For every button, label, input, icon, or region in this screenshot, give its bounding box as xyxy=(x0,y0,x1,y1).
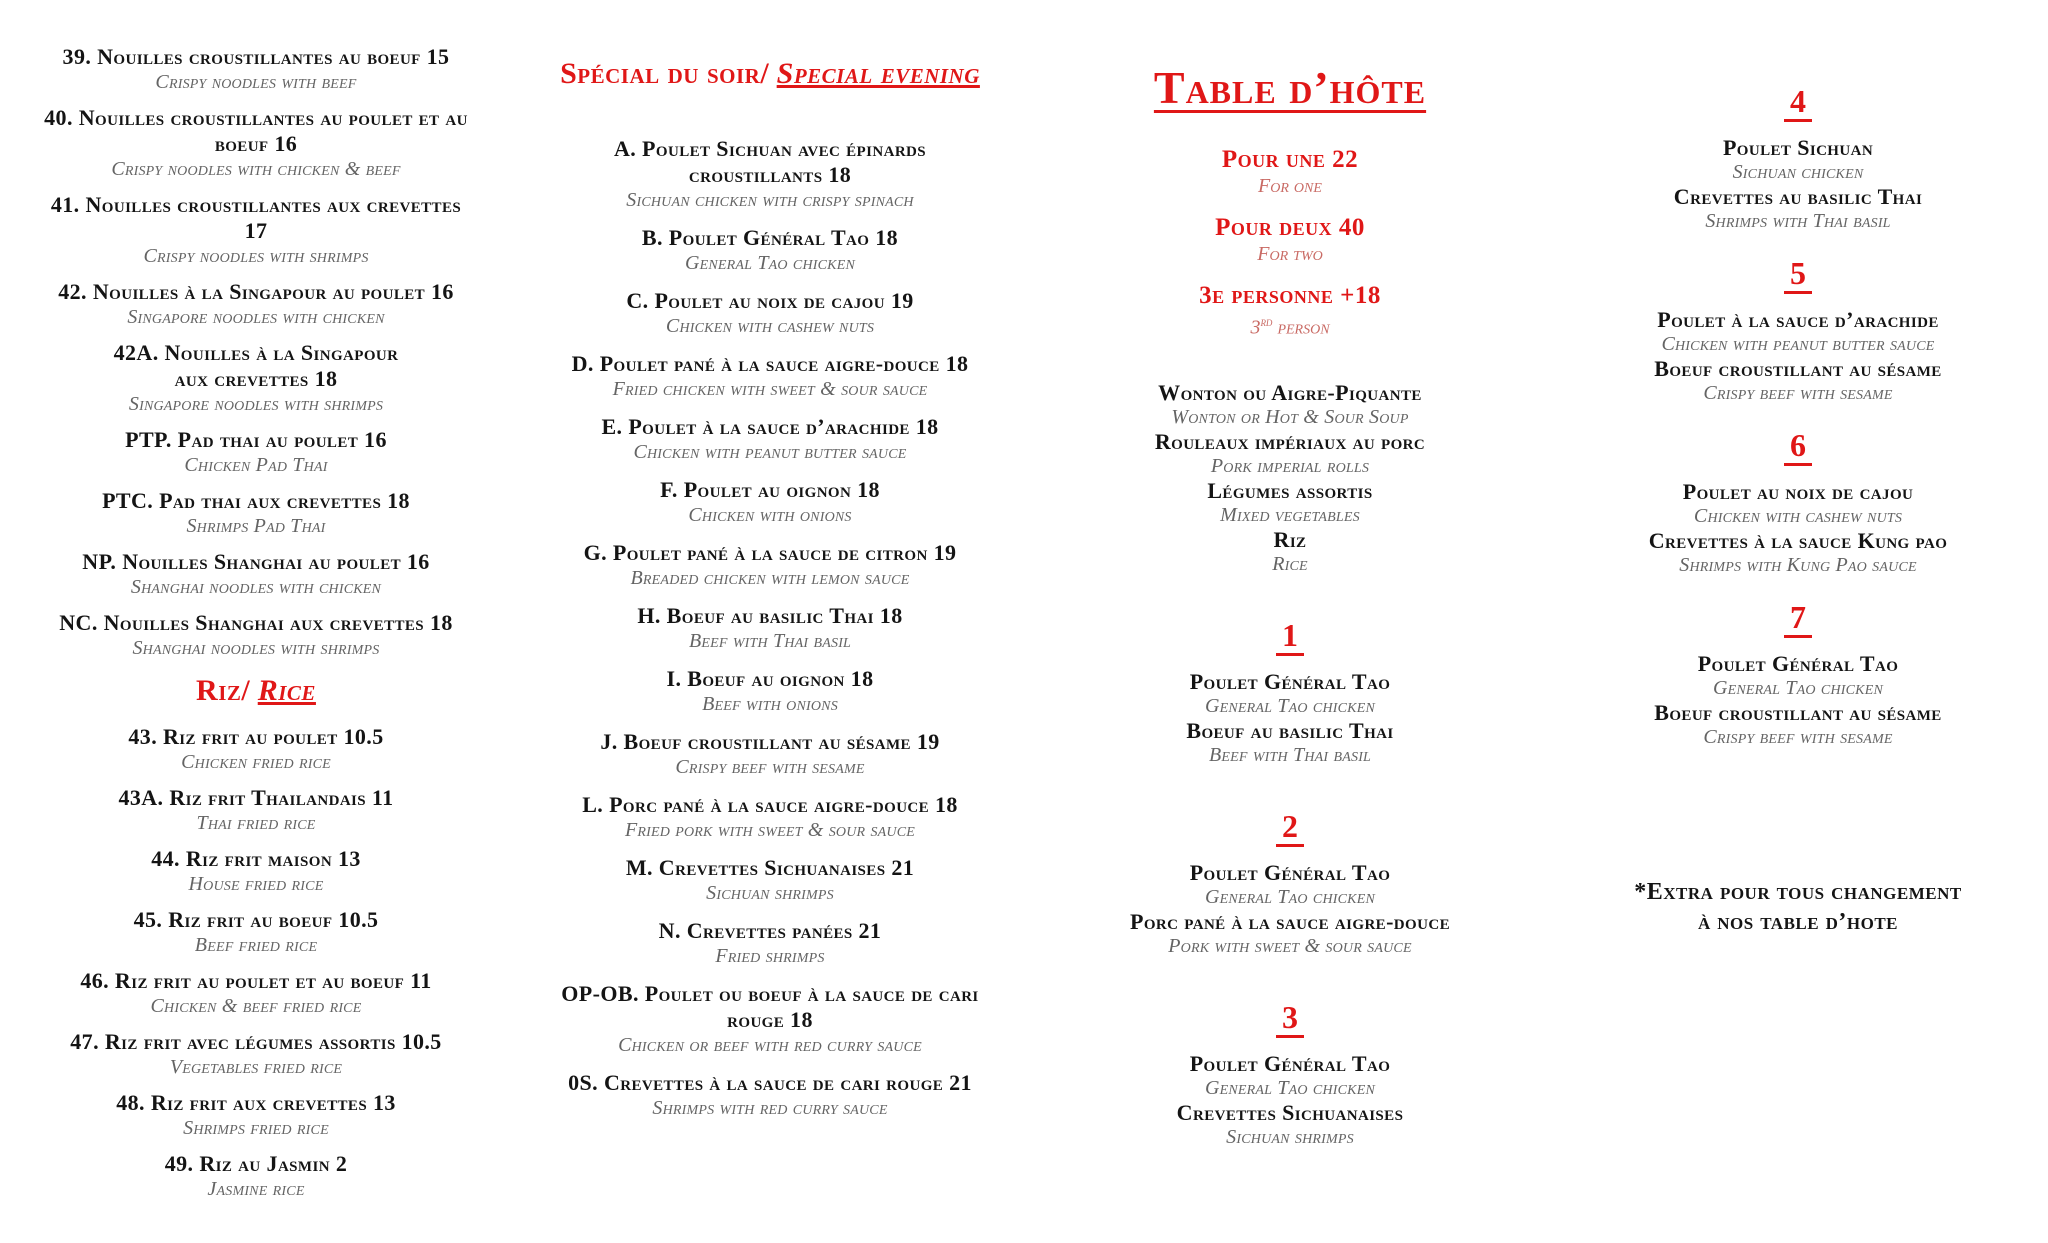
menu-item xyxy=(518,136,1022,212)
menu-item xyxy=(10,279,502,329)
item-name-fr: C. Poulet au noix de cajou 19 xyxy=(626,288,914,313)
combo-dish xyxy=(1552,307,2044,356)
item-name-en: Thai fried rice xyxy=(196,812,316,834)
menu-item xyxy=(518,729,1022,779)
dish-name-en: Wonton or Hot & Sour Soup xyxy=(1171,405,1409,428)
item-name-fr: D. Poulet pané à la sauce aigre-douce 18 xyxy=(571,351,969,376)
combo-dish xyxy=(1040,669,1540,718)
item-name-fr: 43A. Riz frit Thailandais 11 xyxy=(118,785,394,810)
combo-number-wrap xyxy=(1040,1000,1540,1038)
included-course xyxy=(1040,527,1540,576)
menu-item xyxy=(518,414,1022,464)
rice-header-en: Rice xyxy=(257,674,316,707)
item-name-fr: 41. Nouilles croustillantes aux crevettes xyxy=(50,192,462,217)
noodles-list xyxy=(10,44,502,660)
item-name-fr-line2: boeuf 16 xyxy=(214,131,298,156)
pricing-en: For one xyxy=(1258,175,1322,197)
item-name-fr: F. Poulet au oignon 18 xyxy=(660,477,880,502)
menu-item xyxy=(10,340,502,416)
item-name-en: House fried rice xyxy=(188,873,324,895)
item-name-en: Breaded chicken with lemon sauce xyxy=(630,567,910,589)
combo-section xyxy=(1552,256,2044,405)
dish-name-fr: Crevettes à la sauce Kung pao xyxy=(1648,528,1948,553)
menu-item xyxy=(518,855,1022,905)
item-name-fr: 42. Nouilles à la Singapour au poulet 16 xyxy=(58,279,454,304)
table-dhote-column xyxy=(1040,62,1540,1149)
pricing-en-base: 3 xyxy=(1250,316,1261,339)
dish-name-en: Crispy beef with sesame xyxy=(1703,726,1893,748)
item-name-en: Chicken with peanut butter sauce xyxy=(633,441,907,463)
pricing-fr: Pour deux 40 xyxy=(1215,214,1365,241)
dish-name-fr: Riz xyxy=(1273,526,1307,552)
pricing-fr: 3e personne +18 xyxy=(1199,282,1381,309)
item-name-fr-line2: rouge 18 xyxy=(727,1007,813,1032)
combo-dish xyxy=(1552,135,2044,184)
menu-item xyxy=(10,968,502,1018)
dish-name-en: General Tao chicken xyxy=(1712,677,1884,699)
included-courses-list xyxy=(1040,380,1540,576)
dish-name-fr: Boeuf au basilic Thai xyxy=(1186,717,1394,743)
special-header-fr: Spécial du soir/ xyxy=(560,57,770,90)
item-name-en: Singapore noodles with shrimps xyxy=(128,393,384,415)
item-name-en: Fried shrimps xyxy=(715,945,825,967)
item-name-en: Shrimps fried rice xyxy=(183,1117,329,1139)
combo-dishes xyxy=(1040,1051,1540,1149)
combo-dishes xyxy=(1040,669,1540,767)
menu-item xyxy=(518,1070,1022,1120)
item-name-fr: I. Boeuf au oignon 18 xyxy=(666,666,874,691)
dish-name-fr: Wonton ou Aigre-Piquante xyxy=(1158,379,1422,405)
dish-name-fr: Crevettes Sichuanaises xyxy=(1176,1099,1404,1125)
dish-name-en: Beef with Thai basil xyxy=(1208,743,1372,766)
item-name-fr: 44. Riz frit maison 13 xyxy=(151,846,361,871)
item-name-fr: J. Boeuf croustillant au sésame 19 xyxy=(600,729,940,754)
item-name-fr: E. Poulet à la sauce d’arachide 18 xyxy=(601,414,939,439)
combo-number: 2 xyxy=(1276,809,1304,847)
menu-item xyxy=(518,540,1022,590)
item-name-en: Chicken & beef fried rice xyxy=(150,995,362,1017)
rice-section-header xyxy=(10,674,502,708)
pricing-row-one xyxy=(1040,146,1540,198)
item-name-fr: 45. Riz frit au boeuf 10.5 xyxy=(133,907,379,932)
item-name-en: Beef fried rice xyxy=(194,934,318,956)
dish-name-en: General Tao chicken xyxy=(1204,694,1376,717)
combo-section xyxy=(1040,618,1540,767)
extra-charge-note xyxy=(1552,877,2044,937)
menu-item xyxy=(10,427,502,477)
combo-number: 4 xyxy=(1784,84,1812,122)
combo-dishes xyxy=(1552,651,2044,749)
pricing-fr: Pour une 22 xyxy=(1221,146,1359,173)
dish-name-en: Sichuan chicken xyxy=(1732,161,1864,183)
menu-item xyxy=(518,792,1022,842)
combo-number: 6 xyxy=(1784,428,1812,466)
dish-name-en: General Tao chicken xyxy=(1204,885,1376,908)
dish-name-en: Pork with sweet & sour sauce xyxy=(1168,934,1412,957)
item-name-en: General Tao chicken xyxy=(684,252,856,274)
item-name-en: Chicken with cashew nuts xyxy=(665,315,875,337)
combo-dish xyxy=(1552,651,2044,700)
item-name-en: Jasmine rice xyxy=(207,1178,305,1200)
dish-name-en: Shrimps with Kung Pao sauce xyxy=(1679,554,1917,576)
item-name-fr: PTP. Pad thai au poulet 16 xyxy=(125,427,387,452)
menu-item xyxy=(518,603,1022,653)
dish-name-fr: Poulet Général Tao xyxy=(1189,1050,1391,1076)
item-name-fr: L. Porc pané à la sauce aigre-douce 18 xyxy=(582,792,958,817)
table-dhote-title: Table d’hôte xyxy=(1153,62,1427,113)
menu-item xyxy=(10,549,502,599)
menu-item xyxy=(10,610,502,660)
menu-item xyxy=(10,488,502,538)
item-name-en: Crispy noodles with beef xyxy=(155,71,357,93)
special-evening-column xyxy=(518,56,1022,1133)
item-name-en: Beef with Thai basil xyxy=(688,630,852,652)
note-line-1: *Extra pour tous changement xyxy=(1634,879,1962,905)
combo-number-wrap xyxy=(1040,809,1540,847)
dish-name-en: Crispy beef with sesame xyxy=(1703,382,1893,404)
combo-number-wrap xyxy=(1552,428,2044,466)
combo-dish xyxy=(1040,1100,1540,1149)
included-course xyxy=(1040,429,1540,478)
item-name-en: Crispy noodles with shrimps xyxy=(143,245,369,267)
dish-name-en: Chicken with cashew nuts xyxy=(1693,505,1903,527)
dish-name-fr: Poulet Général Tao xyxy=(1189,859,1391,885)
included-course xyxy=(1040,478,1540,527)
special-header-en: Special evening xyxy=(776,57,980,90)
combo-number-wrap xyxy=(1552,256,2044,294)
special-header xyxy=(518,56,1022,92)
combo-dishes xyxy=(1040,860,1540,958)
note-line-2: à nos table d’hote xyxy=(1698,909,1898,935)
combo-number-wrap xyxy=(1552,84,2044,122)
item-name-en: Sichuan shrimps xyxy=(706,882,834,904)
item-name-fr: H. Boeuf au basilic Thai 18 xyxy=(637,603,903,628)
item-name-fr: NC. Nouilles Shanghai aux crevettes 18 xyxy=(59,610,453,635)
rice-list xyxy=(10,724,502,1201)
combo-section xyxy=(1040,809,1540,958)
dish-name-fr: Poulet Sichuan xyxy=(1722,135,1874,160)
combo-dish xyxy=(1552,184,2044,233)
item-name-en: Beef with onions xyxy=(702,693,838,715)
dish-name-fr: Poulet au noix de cajou xyxy=(1682,479,1914,504)
item-name-en: Shanghai noodles with shrimps xyxy=(132,637,380,659)
combo-number-wrap xyxy=(1552,600,2044,638)
dish-name-en: Shrimps with Thai basil xyxy=(1705,210,1891,232)
combo-dish xyxy=(1552,528,2044,577)
combo-dish xyxy=(1552,700,2044,749)
pricing-en: For two xyxy=(1257,243,1323,265)
item-name-en: Fried chicken with sweet & sour sauce xyxy=(612,378,928,400)
combo-dish xyxy=(1040,1051,1540,1100)
combo-dishes xyxy=(1552,135,2044,233)
combo-number: 3 xyxy=(1276,1000,1304,1038)
item-name-fr: 42A. Nouilles à la Singapour xyxy=(113,340,399,365)
dish-name-fr: Boeuf croustillant au sésame xyxy=(1654,700,1942,725)
combo-section xyxy=(1552,600,2044,749)
item-name-fr: M. Crevettes Sichuanaises 21 xyxy=(625,855,915,880)
dish-name-fr: Poulet Général Tao xyxy=(1189,668,1391,694)
pricing-en xyxy=(1040,310,1540,340)
menu-item xyxy=(10,785,502,835)
item-name-en: Chicken or beef with red curry sauce xyxy=(618,1034,922,1056)
combo-number: 7 xyxy=(1784,600,1812,638)
item-name-fr-line2: 17 xyxy=(244,218,268,243)
combo-dish xyxy=(1040,860,1540,909)
item-name-fr-line2: croustillants 18 xyxy=(688,162,852,187)
dish-name-fr: Boeuf croustillant au sésame xyxy=(1654,356,1942,381)
menu-item xyxy=(10,192,502,268)
item-name-en: Shanghai noodles with chicken xyxy=(130,576,382,598)
menu-item xyxy=(518,225,1022,275)
menu-item xyxy=(518,351,1022,401)
dish-name-fr: Porc pané à la sauce aigre-douce xyxy=(1130,908,1450,934)
item-name-fr: N. Crevettes panées 21 xyxy=(658,918,882,943)
combo-number: 1 xyxy=(1276,618,1304,656)
menu-item xyxy=(10,724,502,774)
dish-name-en: Sichuan shrimps xyxy=(1226,1125,1354,1148)
item-name-fr: B. Poulet Général Tao 18 xyxy=(641,225,899,250)
menu-item xyxy=(518,981,1022,1057)
item-name-fr: 43. Riz frit au poulet 10.5 xyxy=(128,724,384,749)
pricing-en-rest: person xyxy=(1272,316,1330,339)
item-name-fr: 46. Riz frit au poulet et au boeuf 11 xyxy=(80,968,432,993)
item-name-fr: 49. Riz au Jasmin 2 xyxy=(164,1151,348,1176)
item-name-en: Crispy beef with sesame xyxy=(675,756,865,778)
menu-item xyxy=(10,907,502,957)
dish-name-fr: Rouleaux impériaux au porc xyxy=(1154,428,1426,454)
item-name-en: Crispy noodles with chicken & beef xyxy=(111,158,401,180)
combo-number: 5 xyxy=(1784,256,1812,294)
included-course xyxy=(1040,380,1540,429)
item-name-en: Chicken with onions xyxy=(688,504,852,526)
item-name-fr: 39. Nouilles croustillantes au boeuf 15 xyxy=(62,44,450,69)
combo-section xyxy=(1552,84,2044,233)
dish-name-en: Chicken with peanut butter sauce xyxy=(1661,333,1935,355)
special-list xyxy=(518,136,1022,1120)
combo-number-wrap xyxy=(1040,618,1540,656)
rice-header-fr: Riz/ xyxy=(196,674,251,707)
combo-dish xyxy=(1552,356,2044,405)
menu-item xyxy=(10,1029,502,1079)
combo-dishes xyxy=(1552,479,2044,577)
combo-dish xyxy=(1040,909,1540,958)
combo-dishes xyxy=(1552,307,2044,405)
noodles-rice-column xyxy=(10,44,502,1212)
item-name-en: Fried pork with sweet & sour sauce xyxy=(624,819,916,841)
item-name-fr: OP-OB. Poulet ou boeuf à la sauce de cari xyxy=(561,981,979,1006)
item-name-en: Chicken fried rice xyxy=(181,751,331,773)
dish-name-fr: Poulet Général Tao xyxy=(1697,651,1899,676)
combos-list-right xyxy=(1552,84,2044,749)
pricing-row-three xyxy=(1040,282,1540,340)
menu-item xyxy=(518,666,1022,716)
item-name-en: Chicken Pad Thai xyxy=(184,454,328,476)
dish-name-fr: Crevettes au basilic Thai xyxy=(1673,184,1923,209)
combos-list-left xyxy=(1040,618,1540,1149)
combo-dish xyxy=(1040,718,1540,767)
item-name-en: Shrimps Pad Thai xyxy=(186,515,326,537)
menu-item xyxy=(10,1090,502,1140)
combo-section xyxy=(1040,1000,1540,1149)
combos-right-column xyxy=(1552,84,2044,937)
item-name-fr: PTC. Pad thai aux crevettes 18 xyxy=(102,488,410,513)
dish-name-en: General Tao chicken xyxy=(1204,1076,1376,1099)
item-name-en: Sichuan chicken with crispy spinach xyxy=(626,189,914,211)
item-name-fr: A. Poulet Sichuan avec épinards xyxy=(613,136,927,161)
pricing-row-two xyxy=(1040,214,1540,266)
item-name-en: Singapore noodles with chicken xyxy=(127,306,385,328)
dish-name-en: Pork imperial rolls xyxy=(1210,454,1370,477)
menu-item xyxy=(518,918,1022,968)
dish-name-en: Mixed vegetables xyxy=(1220,503,1360,526)
item-name-fr: 0S. Crevettes à la sauce de cari rouge 21 xyxy=(568,1070,972,1095)
menu-item xyxy=(518,477,1022,527)
menu-item xyxy=(10,44,502,94)
pricing-en-sup: rd xyxy=(1260,315,1273,329)
item-name-fr: NP. Nouilles Shanghai au poulet 16 xyxy=(82,549,430,574)
menu-item xyxy=(10,846,502,896)
item-name-en: Vegetables fried rice xyxy=(169,1056,343,1078)
item-name-fr: G. Poulet pané à la sauce de citron 19 xyxy=(583,540,957,565)
item-name-fr: 47. Riz frit avec légumes assortis 10.5 xyxy=(70,1029,442,1054)
dish-name-fr: Poulet à la sauce d’arachide xyxy=(1657,307,1939,332)
item-name-fr-line2: aux crevettes 18 xyxy=(174,366,338,391)
menu-item xyxy=(518,288,1022,338)
combo-dish xyxy=(1552,479,2044,528)
item-name-en: Shrimps with red curry sauce xyxy=(652,1097,888,1119)
dish-name-en: Rice xyxy=(1272,552,1308,575)
dish-name-fr: Légumes assortis xyxy=(1207,477,1373,503)
item-name-fr: 40. Nouilles croustillantes au poulet et au xyxy=(44,105,468,130)
menu-item xyxy=(10,105,502,181)
item-name-fr: 48. Riz frit aux crevettes 13 xyxy=(116,1090,396,1115)
combo-section xyxy=(1552,428,2044,577)
menu-item xyxy=(10,1151,502,1201)
